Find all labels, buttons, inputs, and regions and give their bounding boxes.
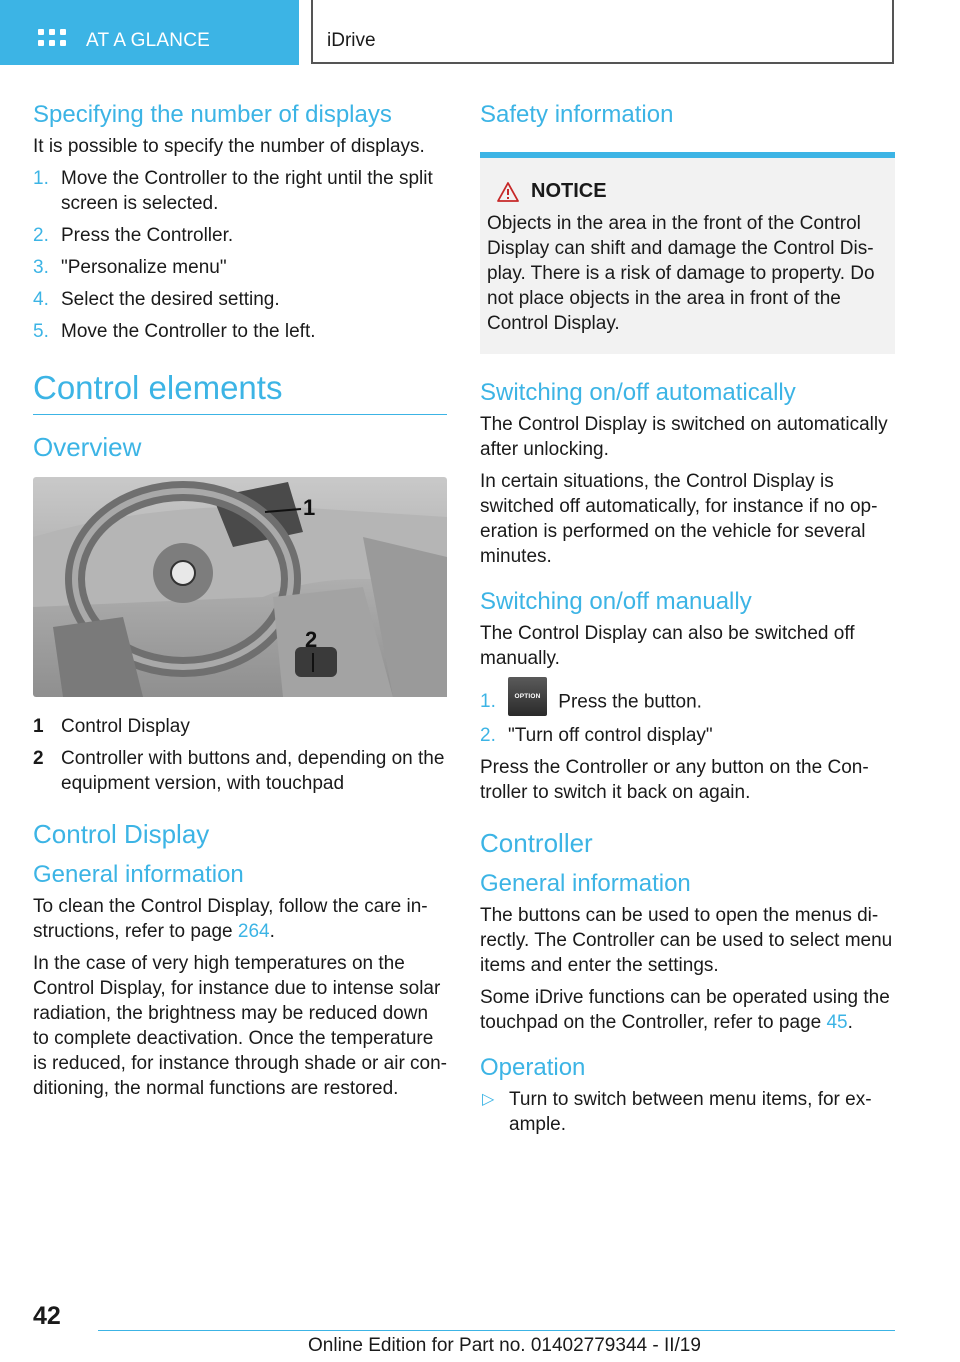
callout-1: 1 <box>303 495 316 520</box>
step-item: 2. Press the Controller. <box>33 225 234 246</box>
page-link-45[interactable]: 45 <box>826 1012 848 1033</box>
specify-displays-intro: It is possible to specify the number of displays. <box>33 136 425 157</box>
control-display-heading: Control Display <box>33 819 210 849</box>
switching-manual-heading: Switching on/off manually <box>480 588 752 615</box>
header-section-label: AT A GLANCE <box>86 30 210 51</box>
control-elements-heading: Control elements <box>33 368 447 415</box>
notice-box <box>480 152 895 354</box>
operation-list <box>480 1087 895 1137</box>
page-number: 42 <box>33 1302 61 1330</box>
right-column <box>480 100 895 1137</box>
controller-heading: Controller <box>480 828 593 858</box>
header-chapter <box>311 0 894 64</box>
triangle-bullet-icon: ▷ <box>482 1091 495 1108</box>
controller-paragraph-2: Some iDrive functions can be operated using the touchpad on the Controller, refer to page 45. <box>480 987 890 1033</box>
left-column <box>33 100 447 1108</box>
switching-auto-heading: Switching on/off automatically <box>480 379 796 406</box>
step-item: 2. "Turn off control display" <box>480 725 713 746</box>
safety-information-heading: Safety information <box>480 101 674 128</box>
operation-heading: Operation <box>480 1054 586 1081</box>
step-item: 3. "Personalize menu" <box>33 257 227 278</box>
overview-heading: Overview <box>33 432 142 462</box>
manual-paragraph-2: Press the Controller or any button on the Con-troller to switch it back on again. <box>480 757 869 803</box>
auto-paragraph-2: In certain situations, the Control Display is switched off automatically, for instance if no op-eration is performed on the vehicle for several minutes. <box>480 471 878 567</box>
callout-2: 2 <box>305 627 318 652</box>
header-section-tab[interactable] <box>0 0 299 65</box>
page-link-264[interactable]: 264 <box>237 921 270 942</box>
clean-instructions: To clean the Control Display, follow the care in-structions, refer to page 264. <box>33 896 428 942</box>
general-information-heading: General information <box>33 861 244 888</box>
controller-general-heading: General information <box>480 870 691 897</box>
grid-icon <box>38 29 66 53</box>
legend-item: 1 Control Display <box>33 716 190 737</box>
manual-paragraph-1: The Control Display can also be switched off manually. <box>480 623 855 669</box>
temperature-paragraph: In the case of very high temperatures on the Control Display, for instance due to intense solar radiation, the brightness may be reduced down to complete deactivation. Once the temperature is reduced, for instance through shade or air con-ditioning, the normal functions are restored. <box>33 953 448 1099</box>
specify-displays-heading: Specifying the number of displays <box>33 101 392 128</box>
warning-triangle-icon <box>497 182 519 202</box>
step-item: 1. Move the Controller to the right until the split screen is selected. <box>33 168 433 214</box>
figure-legend <box>33 714 447 796</box>
specify-displays-steps <box>33 166 447 344</box>
list-item: ▷ Turn to switch between menu items, for ex-ample. <box>482 1089 872 1135</box>
option-button-icon: OPTION <box>508 677 547 716</box>
notice-text: Objects in the area in the front of the Control Display can shift and damage the Control Dis-play. There is a risk of damage to property. Do not place objects in the area in front of the Control Display. <box>487 213 875 334</box>
header-chapter-label: iDrive <box>327 30 376 51</box>
step-item: 1. OPTION Press the button. <box>480 689 895 716</box>
controller-paragraph-1: The buttons can be used to open the menus di-rectly. The Controller can be used to select menu items and enter the settings. <box>480 905 893 976</box>
footer-edition: Online Edition for Part no. 01402779344 - II/19 <box>308 1335 701 1356</box>
auto-paragraph-1: The Control Display is switched on automatically after unlocking. <box>480 414 888 460</box>
step-item: 5. Move the Controller to the left. <box>33 321 316 342</box>
step-item: 4. Select the desired setting. <box>33 289 280 310</box>
legend-item: 2 Controller with buttons and, depending on the equipment version, with touchpad <box>33 748 445 794</box>
notice-label: NOTICE <box>531 180 607 202</box>
cockpit-illustration <box>33 477 447 697</box>
manual-steps <box>480 689 895 748</box>
footer-divider <box>98 1330 895 1331</box>
